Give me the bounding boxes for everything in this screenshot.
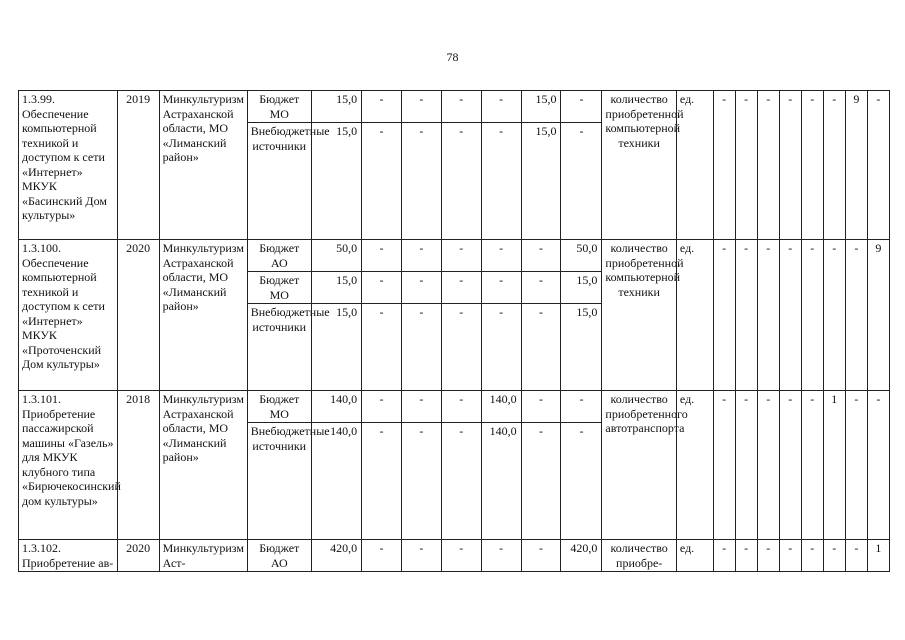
target-value: - (757, 91, 779, 240)
page-number: 78 (446, 50, 459, 64)
funding-value: - (441, 540, 481, 572)
indicator-unit: ед. (676, 391, 713, 540)
funding-value: - (481, 540, 521, 572)
funding-value: 140,0 (481, 391, 521, 423)
funding-source: Внебюджетные источники (247, 304, 311, 391)
funding-value: - (561, 123, 602, 240)
funding-value: - (362, 391, 402, 423)
funding-value: - (401, 272, 441, 304)
target-value: - (823, 540, 845, 572)
target-value: - (779, 91, 801, 240)
funding-value: - (441, 272, 481, 304)
funding-value: - (561, 391, 602, 423)
target-value: 9 (867, 240, 889, 391)
funding-value: - (362, 91, 402, 123)
target-value: - (735, 391, 757, 540)
funding-value: 15,0 (561, 272, 602, 304)
funding-source: Бюджет АО (247, 240, 311, 272)
funding-value: 15,0 (521, 123, 561, 240)
measure-executor: Минкультуризм Астраханской области, МО «Лиманский район» (159, 240, 247, 391)
target-value: - (779, 540, 801, 572)
funding-source: Внебюджетные источники (247, 423, 311, 540)
indicator-name: количество приобретенного автотранспорта (602, 391, 677, 540)
funding-value: - (362, 123, 402, 240)
target-value: - (757, 240, 779, 391)
target-value: - (845, 240, 867, 391)
funding-total: 140,0 (311, 423, 361, 540)
funding-value: - (441, 304, 481, 391)
funding-total: 50,0 (311, 240, 361, 272)
funding-value: 15,0 (521, 91, 561, 123)
target-value: 1 (867, 540, 889, 572)
funding-value: - (521, 304, 561, 391)
indicator-name: количество приобре- (602, 540, 677, 572)
funding-value: - (362, 240, 402, 272)
measure-year: 2020 (117, 540, 159, 572)
funding-total: 15,0 (311, 272, 361, 304)
measure-year: 2018 (117, 391, 159, 540)
table-row (19, 240, 890, 272)
target-value: - (823, 91, 845, 240)
measure-name: 1.3.100. Обеспечение компьютерной техникой и доступом к сети «Интернет» МКУК «Проточенский Дом культуры» (19, 240, 118, 391)
target-value: - (713, 240, 735, 391)
funding-total: 15,0 (311, 304, 361, 391)
target-value: - (757, 540, 779, 572)
funding-source: Бюджет АО (247, 540, 311, 572)
funding-value: - (401, 540, 441, 572)
funding-source: Бюджет МО (247, 91, 311, 123)
program-table (18, 90, 890, 572)
funding-value: 15,0 (561, 304, 602, 391)
funding-value: - (362, 272, 402, 304)
funding-value: - (362, 304, 402, 391)
target-value: - (779, 391, 801, 540)
funding-value: - (481, 304, 521, 391)
funding-value: - (521, 240, 561, 272)
measure-name: 1.3.102. Приобретение ав- (19, 540, 118, 572)
target-value: - (867, 391, 889, 540)
funding-value: - (401, 240, 441, 272)
target-value: - (801, 391, 823, 540)
funding-value: - (521, 423, 561, 540)
funding-value: - (441, 240, 481, 272)
table-row (19, 540, 890, 572)
target-value: 1 (823, 391, 845, 540)
target-value: - (845, 391, 867, 540)
measure-executor: Минкультуризм Астраханской области, МО «Лиманский район» (159, 91, 247, 240)
indicator-name: количество приобретенной компьютерной техники (602, 91, 677, 240)
funding-total: 140,0 (311, 391, 361, 423)
funding-value: - (401, 423, 441, 540)
target-value: - (735, 540, 757, 572)
target-value: - (801, 91, 823, 240)
funding-value: - (441, 423, 481, 540)
target-value: - (823, 240, 845, 391)
funding-value: - (561, 423, 602, 540)
target-value: - (845, 540, 867, 572)
funding-value: - (441, 123, 481, 240)
funding-value: - (521, 540, 561, 572)
funding-value: - (481, 91, 521, 123)
funding-value: - (561, 91, 602, 123)
target-value: - (779, 240, 801, 391)
funding-value: - (401, 91, 441, 123)
funding-value: - (441, 91, 481, 123)
target-value: 9 (845, 91, 867, 240)
funding-total: 15,0 (311, 91, 361, 123)
table-row (19, 91, 890, 123)
target-value: - (713, 391, 735, 540)
funding-source: Бюджет МО (247, 391, 311, 423)
funding-value: - (481, 240, 521, 272)
target-value: - (713, 91, 735, 240)
funding-total: 420,0 (311, 540, 361, 572)
measure-year: 2020 (117, 240, 159, 391)
funding-total: 15,0 (311, 123, 361, 240)
funding-value: 140,0 (481, 423, 521, 540)
measure-name: 1.3.101. Приобретение пассажирской машины «Газель» для МКУК клубного типа «Бирючекосинский дом культуры» (19, 391, 118, 540)
funding-value: - (481, 123, 521, 240)
funding-value: - (362, 423, 402, 540)
target-value: - (867, 91, 889, 240)
funding-source: Внебюджетные источники (247, 123, 311, 240)
table-row (19, 391, 890, 423)
indicator-unit: ед. (676, 91, 713, 240)
funding-value: - (521, 391, 561, 423)
funding-value: - (401, 123, 441, 240)
target-value: - (735, 240, 757, 391)
target-value: - (735, 91, 757, 240)
measure-name: 1.3.99. Обеспечение компьютерной техникой и доступом к сети «Интернет» МКУК «Басинский Дом культуры» (19, 91, 118, 240)
measure-year: 2019 (117, 91, 159, 240)
target-value: - (801, 540, 823, 572)
funding-value: - (481, 272, 521, 304)
funding-value: - (401, 391, 441, 423)
funding-value: - (362, 540, 402, 572)
indicator-unit: ед. (676, 540, 713, 572)
funding-source: Бюджет МО (247, 272, 311, 304)
funding-value: 420,0 (561, 540, 602, 572)
funding-value: - (441, 391, 481, 423)
target-value: - (757, 391, 779, 540)
funding-value: - (401, 304, 441, 391)
measure-executor: Минкультуризм Астраханской области, МО «Лиманский район» (159, 391, 247, 540)
funding-value: - (521, 272, 561, 304)
funding-value: 50,0 (561, 240, 602, 272)
measure-executor: Минкультуризм Аст- (159, 540, 247, 572)
indicator-unit: ед. (676, 240, 713, 391)
target-value: - (801, 240, 823, 391)
indicator-name: количество приобретенной компьютерной техники (602, 240, 677, 391)
target-value: - (713, 540, 735, 572)
